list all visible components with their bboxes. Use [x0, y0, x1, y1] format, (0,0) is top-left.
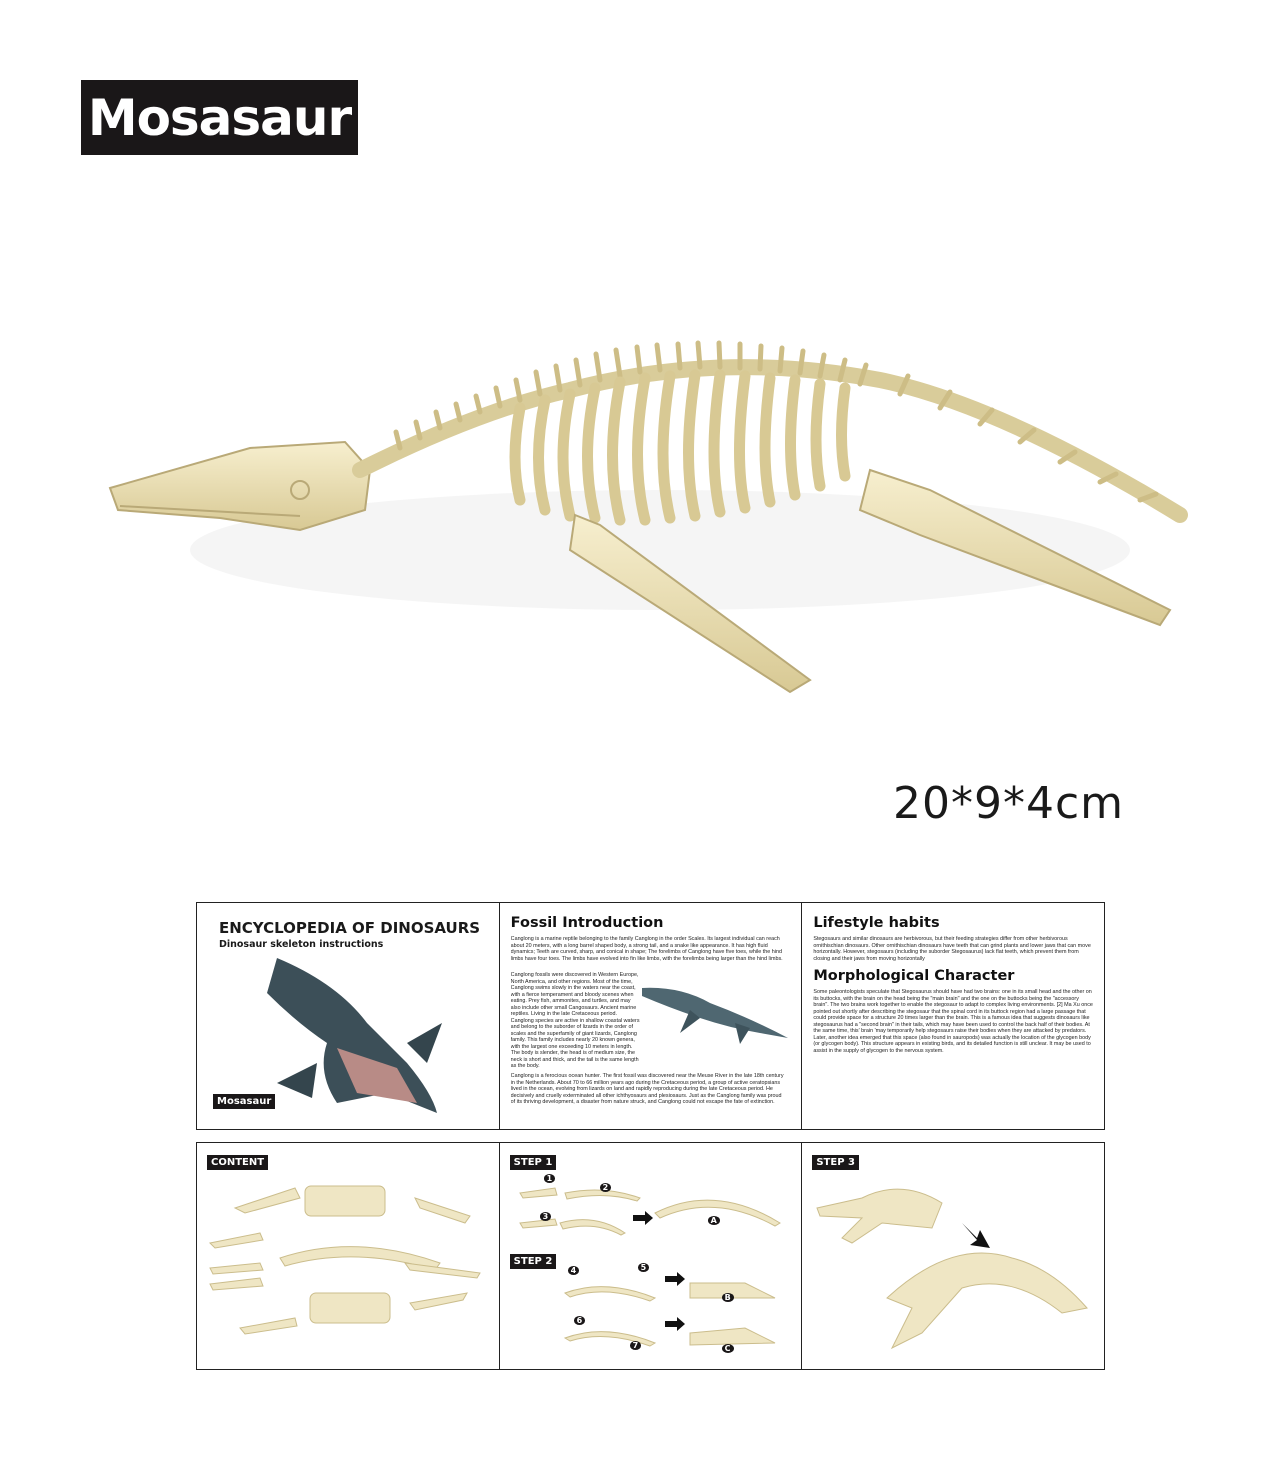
lifestyle-para: Stegosaurs and similar dinosaurs are herbivorous, but their feeding strategies differ from other herbivorous ornithischian dinosaurs. Other ornithischian dinosaurs have teeth that can grind plants and lower jaws that can move horizontally. However, stegosaurs (including the suborder Stegosaurus) lack flat teeth, which prevent them from closing and their jaws from moving horizontally — [813, 936, 1091, 962]
lifestyle-heading: Lifestyle habits — [813, 915, 940, 931]
step3-panel — [802, 1143, 1104, 1369]
mosasaur-illustration — [257, 953, 447, 1118]
marker-4: 4 — [568, 1266, 580, 1275]
marker-b: B — [722, 1293, 734, 1302]
fossil-para-2: Canglong fossils were discovered in Western Europe, North America, and other regions. Most of the time, Canglong swims slowly in the waters near the coast, with a fierce temperament and bloody scenes when eating. Prey fish, ammonites, and turtles, and may also include other small Cangosaurs. Ancient marine reptiles. Living in the late Cretaceous period. Canglong species are active in shallow coastal waters and belong to the suborder of lizards in the order of scales and the superfamily of giant lizards, Canglong family. This family includes nearly 20 known genera, with the largest one exceeding 10 meters in length. The body is slender, the head is of medium size, the neck is short and thick, and the tail is the same length as the body. — [510, 972, 640, 1068]
content-label: CONTENT — [207, 1155, 268, 1170]
product-title: Mosasaur — [87, 88, 352, 147]
steps-illustration — [515, 1173, 790, 1363]
marker-a: A — [708, 1216, 720, 1225]
parts-illustration — [205, 1178, 490, 1363]
step1-2-panel — [500, 1143, 803, 1369]
encyclopedia-subtitle: Dinosaur skeleton instructions — [219, 939, 384, 950]
fossil-panel — [500, 903, 803, 1129]
title-badge — [81, 80, 358, 155]
marker-5: 5 — [638, 1263, 650, 1272]
step2-label: STEP 2 — [510, 1254, 557, 1269]
fossil-para-3: Canglong is a ferocious ocean hunter. The first fossil was discovered near the Meuse River in the late 18th century in the Netherlands. About 70 to 66 million years ago during the Cretaceous period, a group of active ceratopsians lived in the ocean, evolving from lizards on land and rapidly reproducing during the late Cretaceous period. He decisively and cruelly exterminated all other ichthyosaurs and plesiosaurs. Just as the Canglong family was proud of its thriving development, a disaster from nature struck, and Canglong could not escape the fate of extinction. — [510, 1073, 784, 1105]
mosasaur-skeleton-image — [100, 320, 1190, 720]
encyclopedia-title: ENCYCLOPEDIA OF DINOSAURS — [219, 919, 481, 937]
marker-7: 7 — [630, 1341, 642, 1350]
fossil-heading: Fossil Introduction — [510, 915, 664, 931]
morphology-para: Some paleontologists speculate that Stegosaurus should have had two brains: one in its small head and the other on its buttocks, with the brain on the head being the "main brain" and the one on the buttocks being the "accessory brain". The two brains work together to enable the stegosaur to adapt to complex living environments. [2] Ma Xu once pointed out shortly after describing the stegosaur that the spinal cord in its buttock region had a large passage that could provide space for a structure 20 times larger than the brain. This is a famous idea that suggests dinosaurs like stegosaurus had a "second brain" in their tails, which may have been used to control the back half of their bodies. At the same time, this' brain 'may temporarily help stegosaurs raise their bodies when they are attacked by predators. Later, another idea emerged that this space (also found in sauropods) was actually the location of the glycogen body (or glycogen body). This structure appears in existing birds, and its detailed function is still unclear. It may be used to assist in the supply of glycogen to the nervous system. — [813, 989, 1093, 1054]
swimming-mosasaur-illustration — [640, 978, 790, 1048]
marker-c: C — [722, 1344, 734, 1353]
cover-mosasaur-badge: Mosasaur — [213, 1094, 275, 1109]
fossil-para-1: Canglong is a marine reptile belonging to the family Canglong in the order Scales. Its largest individual can reach about 20 meters, with a long barrel shaped body, a strong tail, and a snake like appearance. It has high fluid dynamics; Teeth are curved, sharp, and conical in shape; The forelimbs of Canglong have five toes, while the hind limbs have four toes. The limbs have evolved into fin like limbs, with the forelimbs being larger than the hind limbs. — [510, 936, 783, 962]
step3-label: STEP 3 — [812, 1155, 859, 1170]
step1-label: STEP 1 — [510, 1155, 557, 1170]
marker-1: 1 — [544, 1174, 556, 1183]
marker-3: 3 — [540, 1212, 552, 1221]
habits-panel — [802, 903, 1104, 1129]
instruction-sheet-top — [196, 902, 1105, 1130]
dimensions-label: 20*9*4cm — [893, 778, 1125, 829]
content-panel — [197, 1143, 500, 1369]
marker-6: 6 — [574, 1316, 586, 1325]
morphology-heading: Morphological Character — [813, 968, 1015, 984]
instruction-sheet-bottom — [196, 1142, 1105, 1370]
cover-panel — [197, 903, 500, 1129]
assembled-skeleton-illustration — [812, 1168, 1097, 1363]
marker-2: 2 — [600, 1183, 612, 1192]
